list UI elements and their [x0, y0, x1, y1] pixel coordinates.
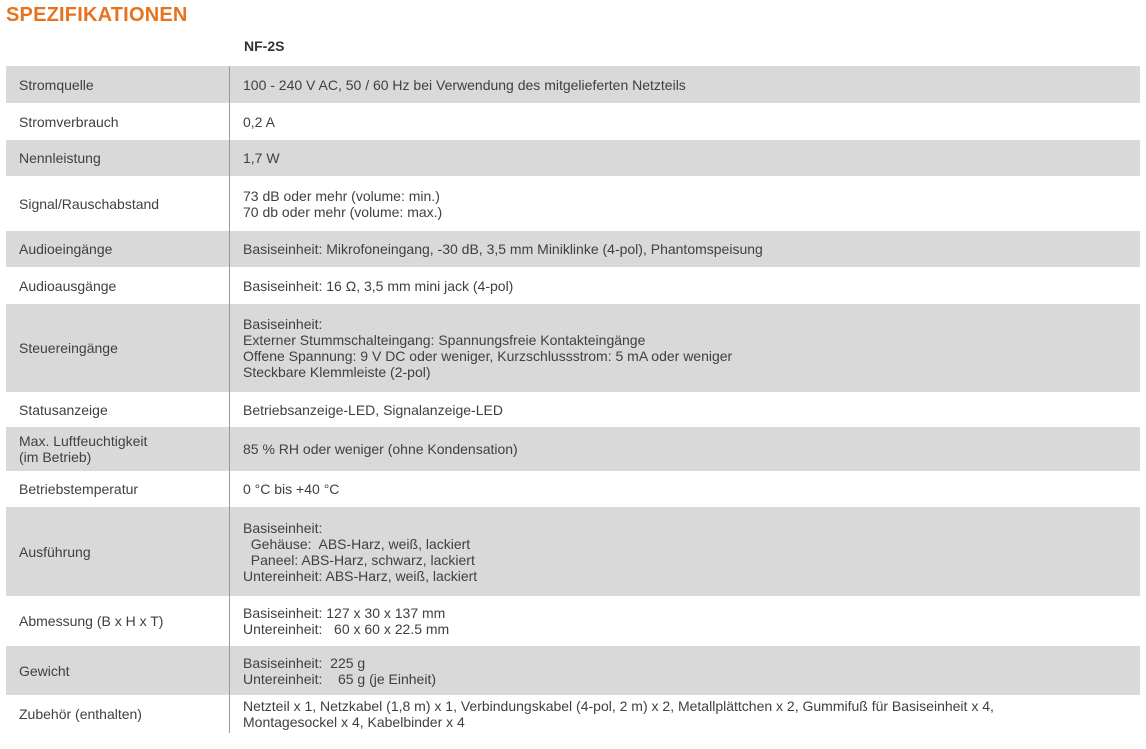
spec-label-line: Audioeingänge: [19, 241, 113, 257]
spec-value: [230, 427, 1140, 471]
spec-row: [6, 176, 1140, 231]
spec-value: [230, 646, 1140, 695]
spec-value-line: Externer Stummschalteingang: Spannungsfreie Kontakteingänge: [243, 332, 646, 348]
spec-label: [6, 507, 230, 596]
spec-value-line: Montagesockel x 4, Kabelbinder x 4: [243, 714, 465, 730]
spec-value-line: Untereinheit: 60 x 60 x 22.5 mm: [243, 621, 450, 637]
spec-row: [6, 267, 1140, 304]
spec-label: [6, 103, 230, 140]
spec-row: [6, 427, 1140, 471]
spec-label-line: Audioausgänge: [19, 277, 117, 294]
spec-value: [230, 507, 1140, 596]
spec-value-line: Steckbare Klemmleiste (2-pol): [243, 364, 431, 380]
spec-value-line: Gehäuse: ABS-Harz, weiß, lackiert: [243, 535, 471, 552]
page-title: SPEZIFIKATIONEN: [6, 4, 188, 26]
spec-label-line: Statusanzeige: [19, 401, 108, 418]
spec-value-line: Paneel: ABS-Harz, schwarz, lackiert: [243, 551, 475, 568]
spec-label: [6, 231, 230, 267]
spec-value-line: Basiseinheit:: [243, 316, 323, 332]
spec-value: [230, 66, 1140, 103]
spec-label-line: Stromverbrauch: [19, 113, 119, 130]
spec-row: [6, 507, 1140, 596]
spec-value-line: Basiseinheit: Mikrofoneingang, -30 dB, 3,5 mm Miniklinke (4-pol), Phantomspeisung: [243, 241, 763, 257]
spec-value-line: 85 % RH oder weniger (ohne Kondensation): [243, 441, 518, 457]
spec-value-line: Untereinheit: ABS-Harz, weiß, lackiert: [243, 567, 478, 584]
spec-label: [6, 304, 230, 392]
spec-value: [230, 596, 1140, 646]
spec-label: [6, 646, 230, 695]
spec-label-line: (im Betrieb): [19, 449, 92, 465]
spec-label-line: Abmessung (B x H x T): [19, 613, 164, 629]
spec-value-line: 0 °C bis +40 °C: [243, 481, 340, 497]
spec-label: [6, 176, 230, 231]
spec-label: [6, 66, 230, 103]
spec-value-line: 1,7 W: [243, 150, 280, 166]
spec-label-line: Betriebstemperatur: [19, 481, 139, 497]
spec-row: [6, 304, 1140, 392]
spec-value-line: 73 dB oder mehr (volume: min.): [243, 187, 440, 204]
spec-value: [230, 231, 1140, 267]
spec-label: [6, 140, 230, 176]
spec-label: [6, 267, 230, 304]
spec-label-line: Gewicht: [19, 662, 70, 679]
spec-value: [230, 140, 1140, 176]
spec-label-line: Nennleistung: [19, 150, 101, 166]
spec-label: [6, 427, 230, 471]
spec-value: [230, 392, 1140, 427]
spec-value-line: Netzteil x 1, Netzkabel (1,8 m) x 1, Verbindungskabel (4-pol, 2 m) x 2, Metallplättchen x 2, Gummifuß für Basiseinheit x 4,: [243, 698, 994, 714]
spec-label-line: Signal/Rauschabstand: [19, 195, 160, 212]
spec-value: [230, 176, 1140, 231]
spec-row: [6, 471, 1140, 507]
spec-row: [6, 103, 1140, 140]
spec-label: [6, 695, 230, 733]
spec-row: [6, 231, 1140, 267]
spec-row: [6, 646, 1140, 695]
spec-value-line: 0,2 A: [243, 113, 275, 130]
spec-value: [230, 103, 1140, 140]
spec-value: [230, 267, 1140, 304]
spec-row: [6, 695, 1140, 733]
spec-label-line: Max. Luftfeuchtigkeit: [19, 433, 148, 449]
spec-value: [230, 304, 1140, 392]
spec-label: [6, 596, 230, 646]
spec-value-line: 70 db oder mehr (volume: max.): [243, 203, 443, 220]
spec-label: [6, 392, 230, 427]
spec-value-line: Basiseinheit: 127 x 30 x 137 mm: [243, 605, 446, 621]
spec-value-line: 100 - 240 V AC, 50 / 60 Hz bei Verwendung des mitgelieferten Netzteils: [243, 76, 686, 93]
spec-table: [6, 66, 1140, 733]
spec-label-line: Stromquelle: [19, 76, 94, 93]
spec-row: [6, 66, 1140, 103]
spec-value: [230, 695, 1140, 733]
spec-label-line: Ausführung: [19, 543, 91, 560]
spec-value-line: Offene Spannung: 9 V DC oder weniger, Kurzschlussstrom: 5 mA oder weniger: [243, 348, 733, 364]
spec-label-line: Steuereingänge: [19, 340, 118, 356]
spec-value-line: Basiseinheit: 16 Ω, 3,5 mm mini jack (4-pol): [243, 277, 514, 294]
spec-value: [230, 471, 1140, 507]
spec-value-line: Untereinheit: 65 g (je Einheit): [243, 670, 436, 687]
spec-label: [6, 471, 230, 507]
spec-value-line: Basiseinheit: 225 g: [243, 654, 366, 671]
spec-label-line: Zubehör (enthalten): [19, 706, 142, 722]
spec-row: [6, 140, 1140, 176]
model-heading: NF-2S: [244, 38, 285, 54]
spec-row: [6, 596, 1140, 646]
spec-value-line: Basiseinheit:: [243, 519, 323, 536]
spec-row: [6, 392, 1140, 427]
spec-value-line: Betriebsanzeige-LED, Signalanzeige-LED: [243, 401, 503, 418]
